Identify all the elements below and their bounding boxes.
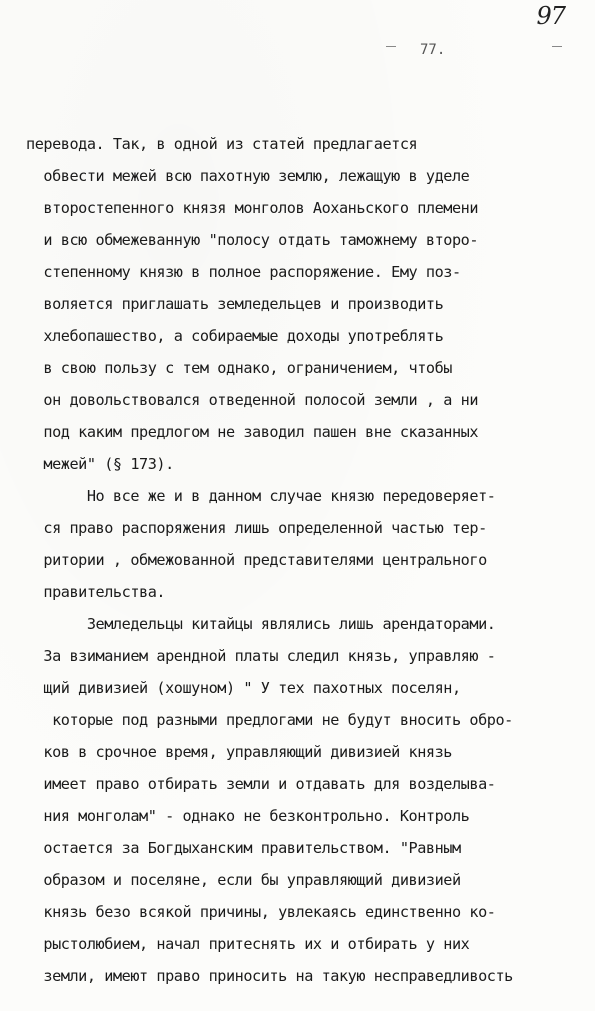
text-line: земли, имеют право приносить на такую несправедливость xyxy=(26,967,513,985)
text-line: межей" (§ 173). xyxy=(26,455,174,473)
text-line: под каким предлогом не заводил пашен вне сказанных xyxy=(26,423,479,441)
text-line: ния монголам" - однако не безконтрольно. Контроль xyxy=(26,807,470,825)
text-line: в свою пользу с тем однако, ограничением, чтобы xyxy=(26,359,452,377)
text-line: рыстолюбием, начал притеснять их и отбирать у них xyxy=(26,935,470,953)
text-line: и всю обмежеванную "полосу отдать таможнему второ- xyxy=(26,231,479,249)
archive-number: 97 xyxy=(536,2,565,30)
text-line: степенному князю в полное распоряжение. Ему поз- xyxy=(26,263,461,281)
text-line: второстепенного князя монголов Аоханьского племени xyxy=(26,199,479,217)
text-line: За взиманием арендной платы следил князь, управляю - xyxy=(26,647,496,665)
text-line: остается за Богдыханским правительством. "Равным xyxy=(26,839,461,857)
page-number-dash-right xyxy=(552,46,562,47)
text-line: князь безо всякой причины, увлекаясь единственно ко- xyxy=(26,903,496,921)
text-line: ся право распоряжения лишь определенной частью тер- xyxy=(26,519,487,537)
text-line: ков в срочное время, управляющий дивизией князь xyxy=(26,743,452,761)
body-text xyxy=(26,128,586,992)
text-line: ритории , обмежованной представителями центрального xyxy=(26,551,487,569)
text-line: правительства. xyxy=(26,583,166,601)
text-line: щий дивизией (хошуном) " У тех пахотных поселян, xyxy=(26,679,461,697)
text-line: он довольствовался отведенной полосой земли , а ни xyxy=(26,391,479,409)
text-line: Земледельцы китайцы являлись лишь арендаторами. xyxy=(26,615,496,633)
text-line: которые под разными предлогами не будут вносить обро- xyxy=(26,711,513,729)
text-line: имеет право отбирать земли и отдавать для возделыва- xyxy=(26,775,496,793)
text-line: Но все же и в данном случае князю передоверяет- xyxy=(26,487,496,505)
text-line: воляется приглашать земледельцев и производить xyxy=(26,295,444,313)
text-line: образом и поселяне, если бы управляющий дивизией xyxy=(26,871,461,889)
page-number-dash-left xyxy=(386,46,396,47)
text-line: обвести межей всю пахотную землю, лежащую в уделе xyxy=(26,167,470,185)
text-line: перевода. Так, в одной из статей предлагается xyxy=(26,135,418,153)
page-number: 77. xyxy=(420,42,446,58)
text-line: хлебопашество, а собираемые доходы употреблять xyxy=(26,327,444,345)
